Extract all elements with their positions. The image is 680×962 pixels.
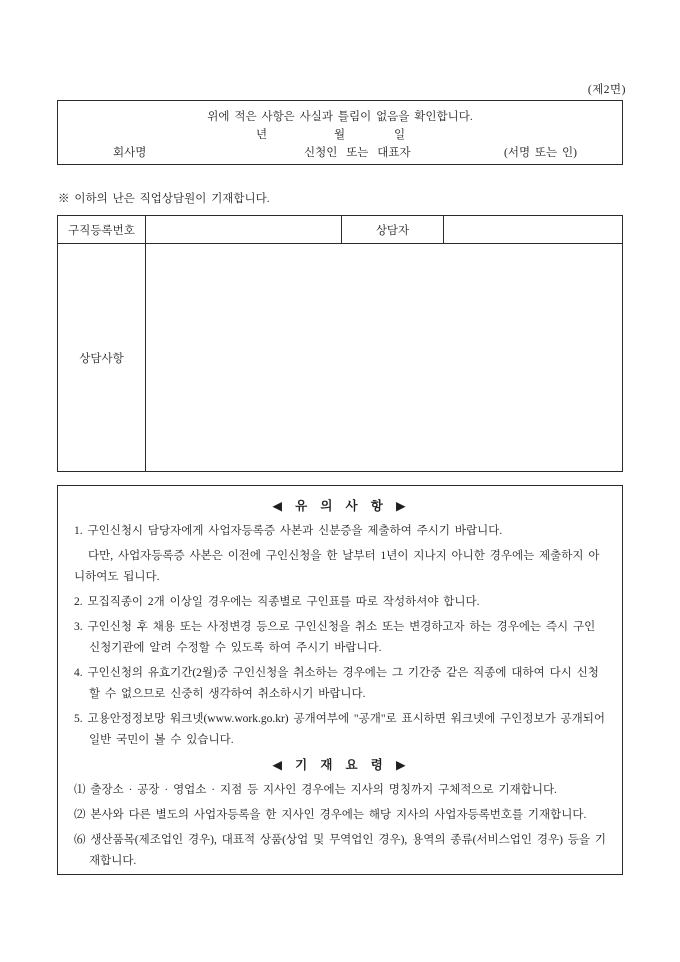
signature-or-seal-label: (서명 또는 인) — [504, 147, 577, 159]
month-label: 월 — [334, 129, 346, 141]
notice-section-title: ◀ 유 의 사 항 ▶ — [272, 499, 408, 513]
counselor-value-cell — [444, 216, 622, 243]
notice-item-2: 2. 모집직종이 2개 이상일 경우에는 직종별로 구인표를 따로 작성하셔야 합니다. — [74, 596, 480, 608]
company-name-label: 회사명 — [113, 147, 147, 159]
counselor-only-note: ※ 이하의 난은 직업상담원이 기재합니다. — [58, 193, 270, 205]
guideline-item-6: ⑹ 생산품목(제조업인 경우), 대표적 상품(상업 및 무역업인 경우), 용역의 종류(서비스업인 경우) 등을 기재합니다. — [74, 834, 606, 867]
confirmation-box — [57, 100, 623, 165]
confirmation-statement: 위에 적은 사항은 사실과 틀림이 없음을 확인합니다. — [207, 111, 473, 123]
consultation-row — [58, 244, 622, 471]
notice-item-3: 3. 구인신청 후 채용 또는 사정변경 등으로 구인신청을 취소 또는 변경하고자 하는 경우에는 즉시 구인신청기관에 알려 수정할 수 있도록 하여 주시기 바랍니다. — [74, 621, 596, 654]
consultation-details-value-cell — [146, 244, 622, 471]
guidelines-section-title: ◀ 기 재 요 령 ▶ — [272, 758, 408, 772]
notice-item-5: 5. 고용안정정보망 워크넷(www.work.go.kr) 공개여부에 "공개"로 표시하면 워크넷에 구인정보가 공개되어 일반 국민이 볼 수 있습니다. — [74, 713, 605, 746]
counselor-table-header-row — [58, 216, 622, 244]
counselor-label: 상담자 — [342, 216, 444, 243]
counselor-table — [57, 215, 623, 472]
notice-item-1-exception: 다만, 사업자등록증 사본은 이전에 구인신청을 한 날부터 1년이 지나지 아니한 경우에는 제출하지 아니하여도 됩니다. — [74, 550, 600, 583]
page-number-label: (제2면) — [587, 84, 626, 96]
applicant-or-representative-label: 신청인 또는 대표자 — [304, 147, 411, 159]
notice-item-4: 4. 구인신청의 유효기간(2월)중 구인신청을 취소하는 경우에는 그 기간중 같은 직종에 대하여 다시 신청할 수 없으므로 신중히 생각하여 취소하시기 바랍니다. — [74, 667, 599, 700]
job-seeker-reg-no-label: 구직등록번호 — [58, 216, 146, 243]
notice-item-1: 1. 구인신청시 담당자에게 사업자등록증 사본과 신분증을 제출하여 주시기 바랍니다. — [74, 525, 503, 537]
year-label: 년 — [256, 129, 268, 141]
guideline-item-2: ⑵ 본사와 다른 별도의 사업자등록을 한 지사인 경우에는 해당 지사의 사업자등록번호를 기재합니다. — [74, 809, 587, 821]
notice-and-guidelines-box — [57, 485, 623, 875]
consultation-details-label: 상담사항 — [58, 244, 146, 471]
guideline-item-1: ⑴ 출장소 · 공장 · 영업소 · 지점 등 지사인 경우에는 지사의 명칭까지 구체적으로 기재합니다. — [74, 784, 557, 796]
job-seeker-reg-no-value-cell — [146, 216, 342, 243]
day-label: 일 — [394, 129, 406, 141]
